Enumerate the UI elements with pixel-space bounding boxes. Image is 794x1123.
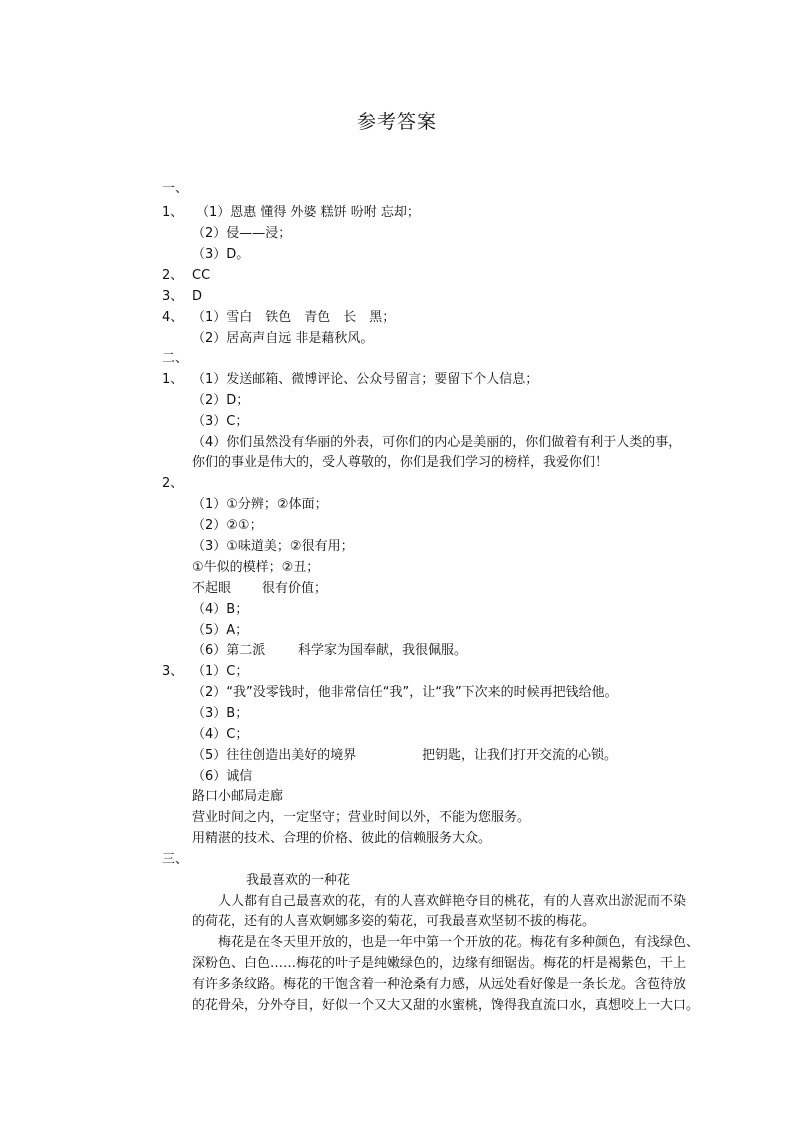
answer-line: （2）侵——浸； [192,226,292,241]
answer-line: （6）第二派 [192,643,266,658]
answer-line: 你们的事业是伟大的，受人尊敬的，你们是我们学习的榜样，我爱你们！ [192,455,609,470]
answer-line: 路口小邮局走廊 [192,789,284,804]
answer-line: （2）居高声自远 非是藉秋风。 [192,331,374,346]
answer-line: （3）①味道美；②很有用； [192,539,354,554]
question-number: 2、 [162,268,184,283]
essay-line: 的花骨朵，分外夺目，好似一个又大又甜的水蜜桃，馋得我直流口水，真想咬上一大口。 [192,998,700,1013]
essay-line: 的荷花，还有的人喜欢婀娜多姿的菊花，可我最喜欢坚韧不拔的梅花。 [192,914,596,929]
answer-line: （1）C； [192,664,249,679]
answer-line: ①牛似的模样；②丑； [192,560,320,575]
answer-line: （2）“我”没零钱时，他非常信任“我”，让“我”下次来的时候再把钱给他。 [192,685,618,700]
question-number: 1、 [162,205,184,220]
answer-line: CC [192,268,211,283]
answer-line: （5）A； [192,623,249,638]
answer-line: D [192,289,203,304]
answer-line: （1）恩惠 懂得 外婆 糕饼 吩咐 忘却； [196,205,420,220]
answer-line: （1）雪白 铁色 青色 长 黑； [192,310,396,325]
essay-line: 有许多条纹路。梅花的干饱含着一种沧桑有力感，从远处看好像是一条长龙。含苞待放 [192,977,687,992]
answer-line: 很有价值； [262,581,328,596]
answer-line: 把钥匙，让我们打开交流的心锁。 [422,748,618,763]
section-heading-2: 二、 [162,351,189,366]
answer-line: （2）②①； [192,518,263,533]
question-number: 1、 [162,372,184,387]
question-number: 2、 [162,476,184,491]
essay-line: 人人都有自己最喜欢的花，有的人喜欢鲜艳夺目的桃花，有的人喜欢出淤泥而不染 [218,894,687,909]
answer-line: （3）D。 [192,247,250,262]
question-number: 3、 [162,664,184,679]
answer-line: （3）C； [192,414,249,429]
answer-line: （6）诚信 [192,769,253,784]
answer-line: （4）B； [192,602,249,617]
answer-line: 不起眼 [192,581,232,596]
answer-line: （1）①分辨；②体面； [192,497,328,512]
answer-line: （4）你们虽然没有华丽的外表，可你们的内心是美丽的，你们做着有利于人类的事， [192,435,682,450]
section-heading-3: 三、 [162,852,189,867]
answer-line: （3）B； [192,706,249,721]
answer-line: （5）往往创造出美好的境界 [192,748,357,763]
answer-line: （2）D； [192,393,250,408]
essay-line: 梅花是在冬天里开放的，也是一年中第一个开放的花。梅花有多种颜色，有浅绿色、 [218,935,700,950]
answer-line: 科学家为国奉献，我很佩服。 [298,643,468,658]
question-number: 3、 [162,289,184,304]
answer-line: 营业时间之内，一定坚守；营业时间以外，不能为您服务。 [192,810,531,825]
essay-line: 深粉色、白色……梅花的叶子是纯嫩绿色的，边缘有细锯齿。梅花的杆是褐紫色，干上 [192,956,687,971]
question-number: 4、 [162,310,184,325]
answer-line: 用精湛的技术、合理的价格、彼此的信赖服务大众。 [192,831,492,846]
page-title: 参考答案 [356,111,437,133]
essay-title: 我最喜欢的一种花 [246,873,351,888]
answer-line: （1）发送邮箱、微博评论、公众号留言；要留下个人信息； [192,372,539,387]
answer-line: （4）C； [192,727,249,742]
section-heading-1: 一、 [162,181,189,196]
